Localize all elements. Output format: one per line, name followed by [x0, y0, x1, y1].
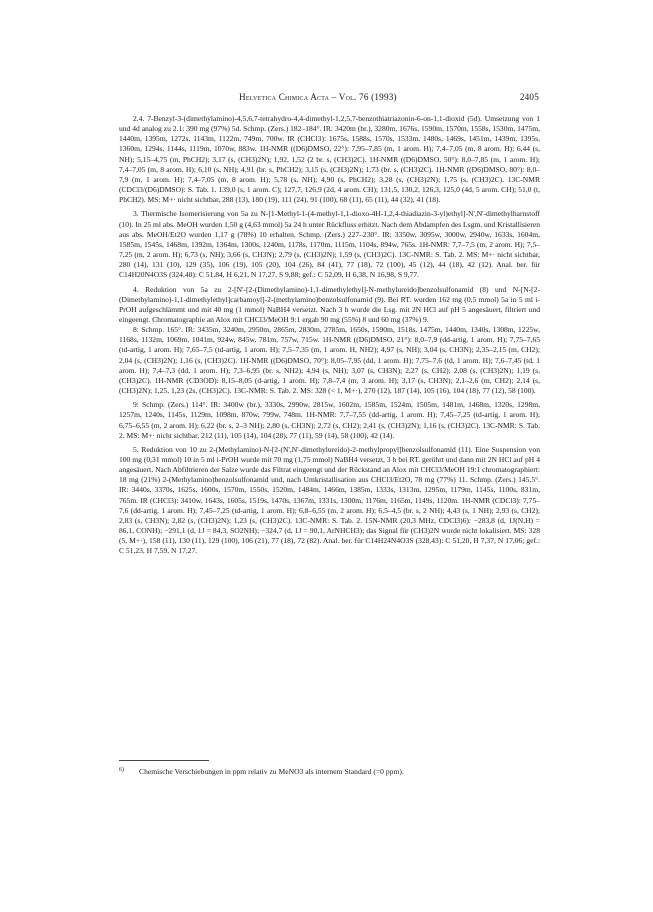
page-number: 2405	[519, 92, 539, 102]
main-text	[119, 114, 540, 561]
journal-title: Helvetica Chimica Acta – Vol. 76 (1993)	[239, 92, 397, 102]
paragraph-3: 3. Thermische Isomerisierung von 5a zu N-[1-Methyl-1-(4-methyl-1,1-dioxo-4H-1,2,4-thiadiazin-3-yl)ethyl]-N',N'-dimethylharnstoff (10). In 25 ml abs. MeOH wurden 1,50 g (4,63 mmol) 5a 24 h unter Rückfluss erhitzt. Nach dem Abdampfen des Lsgm. und Kristallisieren aus abs. MeOH/Et2O wurden 1,17 g (78%) 10 erhalten. Schmp. (Zers.) 227–230°. IR: 3350w, 3095w, 3000w, 2940w, 1633s, 1604m, 1585m, 1545s, 1468m, 1392m, 1364m, 1300s, 1240m, 1178s, 1170m, 1115m, 1104s, 894w, 765s. 1H-NMR: 7,7–7,5 (m, 2 arom. H); 7,5–7,25 (m, 2 arom. H); 6,73 (s, NH); 3,66 (s, CH3N); 2,79 (s, (CH3)2N); 1,59 (s, (CH3)2C). 13C-NMR: S. Tab. 2. MS: M+· nicht sichtbar, 280 (14), 131 (10), 129 (35), 106 (19), 105 (20), 104 (26), 84 (41), 77 (18), 72 (100), 45 (12), 44 (18), 42 (12). Anal. ber. für C14H20N4O3S (324,40): C 51,84, H 6,21, N 17,27, S 9,88; gef.: C 52,09, H 6,38, N 16,98, S 9,77.	[119, 209, 540, 280]
footnote-marker: 6)	[119, 767, 124, 773]
paragraph-2-4: 2.4. 7-Benzyl-3-(dimethylamino)-4,5,6,7-tetrahydro-4,4-dimethyl-1,2,5,7-benzothiatriazonin-6-on-1,1-dioxid (5d). Umsetzung von 1 und 4d analog zu 2.1: 390 mg (97%) 5d. Schmp. (Zers.) 182–184°. IR: 3420m (br.), 3280m, 1676s, 1590m, 1570m, 1558s, 1530m, 1475m, 1440m, 1395m, 1272s, 1143m, 1122m, 749m, 700w. IR (CHCl3): 1675s, 1588s, 1570s, 1533m, 1480s, 1469s, 1451m, 1439m, 1395s, 1360m, 1294s, 1144s, 1119m, 1070w, 883w. 1H-NMR ((D6)DMSO, 22°): 7,95–7,85 (m, 1 arom. H); 7,4–7,05 (m, 8 arom. H); 6,44 (s, NH); 5,15–4,75 (m, PhCH2); 3,17 (s, (CH3)2N); 1,92, 1,52 (2 br. s, (CH3)2C). 1H-NMR ((D6)DMSO, 50°): 8,0–7,85 (m, 1 arom. H); 7,4–7,05 (m, 8 arom. H); 6,10 (s, NH); 4,91 (br. s, PhCH2); 3,15 (s, (CH3)2N); 1,73 (br. s, (CH3)2C). 1H-NMR ((D6)DMSO, 80°): 8,0–7,9 (m, 1 arom. H); 7,4–7,05 (m, 8 arom. H); 5,78 (s, NH); 4,90 (s, PhCH2); 3,28 (s, (CH3)2N); 1,75 (s, (CH3)2C). 13C-NMR (CDCl3/(D6)DMSO): S. Tab. 1. 139,0 (s, 1 arom. C); 127,7, 126,9 (2d, 4 arom. CH); 131,5, 130,2, 126,3, 125,0 (4d, 5 arom. CH); 51,0 (t, PhCH2). MS: M+· nicht sichtbar, 288 (13), 180 (19), 111 (24), 91 (100), 68 (11), 65 (11), 44 (32), 41 (18).	[119, 114, 540, 205]
paragraph-5: 5. Reduktion von 10 zu 2-(Methylamino)-N-[2-(N',N'-dimethylureido)-2-methylpropyl]benzolsulfonamid (11). Eine Suspension von 100 mg (0,31 mmol) 10 in 5 ml i-PrOH wurde mit 70 mg (1,75 mmol) NaBH4 versetzt, 3 h bei RT. gerührt und dann mit 2N HCl auf pH 4 angesäuert. Nach Abfiltrieren der Salze wurde das Filtrat eingeengt und der Rückstand an Alox mit CHCl3/MeOH 19:1 chromatographiert: 18 mg (21%) 2-(Methylamino)benzolsulfonamid und, nach Umkristallisation aus CHCl3/Et2O, 78 mg (77%) 11. Schmp. (Zers.) 145,5°. IR: 3440s, 3370s, 1625s, 1600s, 1570m, 1550s, 1520m, 1484m, 1466m, 1385m, 1333s, 1313m, 1295m, 1179m, 1145s, 1100s, 831m, 765m. IR (CHCl3): 3410w, 1643s, 1605s, 1519s, 1470s, 1367m, 1331s, 1300m, 1176m, 1165m, 1149s, 1120m. 1H-NMR (CDCl3): 7,75–7,6 (dd-artig, 1 arom. H); 7,45–7,25 (td-artig, 1 arom. H); 6,8–6,55 (m, 2 arom. H); 6,5–4,5 (br. s, 2 NH); 4,43 (s, 1 NH); 2,93 (s, CH2); 2,83 (s, CH3N); 2,82 (s, (CH3)2N); 1,23 (s, (CH3)2C). 13C-NMR: S. Tab. 2. 15N-NMR (20,3 MHz, CDCl3)6): −283,8 (d, 1J(N,H) = 86,1, CONH); −291,1 (d, 1J = 84,3, SO2NH); −324,7 (d, 1J = 90,1, ArNHCH3); das Signal für (CH3)2N wurde nicht lokalisiert. MS: 328 (5, M+·), 158 (11), 130 (11), 129 (100), 106 (21), 77 (18), 72 (82). Anal. ber. für C14H24N4O3S (328,43): C 51,20, H 7,37, N 17,06; gef.: C 51,23, H 7,59, N 17,27.	[119, 444, 540, 556]
running-header	[119, 92, 539, 106]
footnote	[119, 765, 540, 777]
footnote-text: Chemische Verschiebungen in ppm relativ zu MeNO3 als internem Standard (=0 ppm).	[139, 767, 404, 776]
paragraph-4: 4. Reduktion von 5a zu 2-[N'-[2-(Dimethylamino)-1,1-dimethylethyl]-N-methylureido]benzolsulfonamid (8) und N-[N-[2-(Dimethylamino)-1,1-dimethylethyl]carbamoyl]-2-(methylamino)benzolsulfonamid (9). Bei RT. wurden 162 mg (0,5 mmol) 5a in 5 ml i-PrOH aufgeschlämmt und mit 40 mg (1 mmol) NaBH4 versetzt. Nach 3 h wurde die Lsg. mit 2N HCl auf pH 5 angesäuert, filtriert und eingeengt. Chromatographie an Alox mit CHCl3/MeOH 9:1 ergab 90 mg (55%) 8 und 60 mg (37%) 9.	[119, 284, 540, 324]
paragraph-compound-8: 8: Schmp. 165°. IR: 3435m, 3240m, 2950m, 2865m, 2830m, 2785m, 1650s, 1590m, 1518s, 1475m, 1440m, 1340s, 1308m, 1225w, 1168s, 1132m, 1069m, 1041m, 924w, 845w, 781m, 757w, 715w. 1H-NMR ((D6)DMSO, 21°): 8,0–7,9 (dd-artig, 1 arom. H); 7,75–7,65 (td-artig, 1 arom. H); 7,65–7,5 (td-artig, 1 arom. H); 7,5–7,35 (m, 1 arom. H, NH2); 4,97 (s, NH); 3,04 (s, CH3N); 2,35–2,15 (m, CH2); 2,04 (s, (CH3)2N); 1,16 (s, (CH3)2C). 1H-NMR ((D6)DMSO, 70°): 8,05–7,95 (dd, 1 arom. H); 7,75–7,6 (td, 1 arom. H); 7,6–7,45 (td, 1 arom. H); 7,4–7,3 (dd, 1 arom. H); 7,3–6,95 (br. s, NH2); 4,94 (s, NH); 3,07 (s, CH3N); 2,27 (s, CH2); 2,08 (s, (CH3)2N); 1,19 (s, (CH3)2C). 1H-NMR (CD3OD): 8,15–8,05 (d-artig, 1 arom. H); 7,8–7,4 (m, 3 arom. H); 3,17 (s, CH3N); 2,1–2,6 (m, CH2); 2,14 (s, (CH3)2N); 1,25, 1,23 (2s, (CH3)2C). 13C-NMR: S. Tab. 2. MS: 328 (< 1, M+·), 270 (12), 187 (14), 105 (16), 104 (18), 77 (12), 58 (100).	[119, 325, 540, 396]
paragraph-compound-9: 9: Schmp. (Zers.) 114°. IR: 3400w (br.), 3330s, 2990w, 2815w, 1602m, 1585m, 1524m, 1505m, 1481m, 1468m, 1320s, 1298m, 1257m, 1240s, 1145s, 1129m, 1098m, 870w, 799w, 748m. 1H-NMR: 7,7–7,55 (dd-artig, 1 arom. H); 7,45–7,25 (td-artig, 1 arom. H); 6,75–6,55 (m, 2 arom. H); 6,22 (br. s, 2–3 NH); 2,80 (s, CH3N); 2,72 (s, CH2); 2,41 (s, (CH3)2N); 1,16 (s, (CH3)2C). 13C-NMR: S. Tab. 2. MS: M+· nicht sichtbar, 212 (11), 105 (14), 104 (28), 77 (11), 59 (14), 58 (100), 42 (14).	[119, 400, 540, 440]
footnote-rule	[119, 760, 209, 761]
